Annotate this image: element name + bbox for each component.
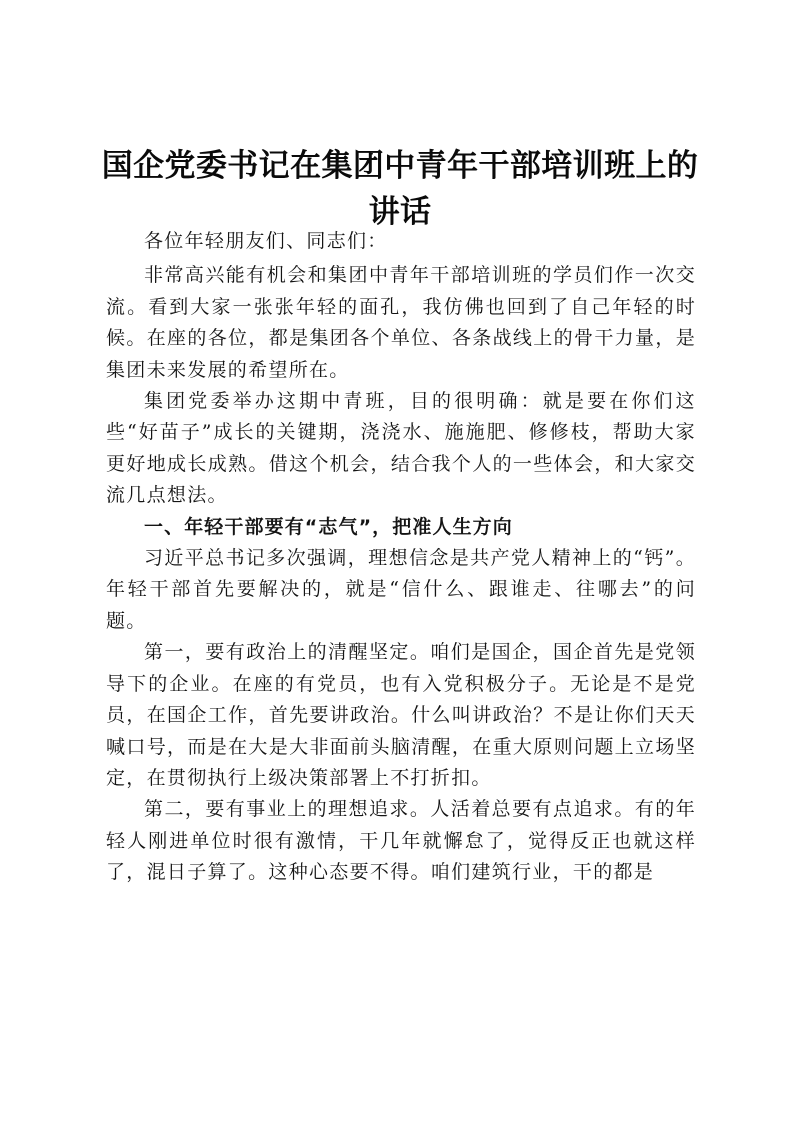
document-title: 国企党委书记在集团中青年干部培训班上的讲话: [101, 148, 699, 230]
body-paragraph: 集团党委举办这期中青班，目的很明确：就是要在你们这些“好苗子”成长的关键期，浇浇水、施施肥、修修枝，帮助大家更好地成长成熟。借这个机会，结合我个人的一些体会，和大家交流几点想法。: [106, 390, 696, 507]
document-body: [106, 226, 696, 889]
body-paragraph: 第一，要有政治上的清醒坚定。咱们是国企，国企首先是党领导下的企业。在座的有党员，也有入党积极分子。无论是不是党员，在国企工作，首先要讲政治。什么叫讲政治？不是让你们天天喊口号，而是在大是大非面前头脑清醒，在重大原则问题上立场坚定，在贯彻执行上级决策部署上不打折扣。: [106, 641, 696, 789]
section-heading: 一、年轻干部要有“志气”，把准人生方向: [144, 515, 513, 538]
body-paragraph: 习近平总书记多次强调，理想信念是共产党人精神上的“钙”。年轻干部首先要解决的，就是“信什么、跟谁走、往哪去”的问题。: [106, 547, 696, 632]
body-paragraph: 非常高兴能有机会和集团中青年干部培训班的学员们作一次交流。看到大家一张张年轻的面孔，我仿佛也回到了自己年轻的时候。在座的各位，都是集团各个单位、各条战线上的骨干力量，是集团未来发展的希望所在。: [106, 264, 696, 381]
salutation-paragraph: 各位年轻朋友们、同志们：: [144, 230, 388, 252]
body-paragraph: 第二，要有事业上的理想追求。人活着总要有点追求。有的年轻人刚进单位时很有激情，干几年就懈怠了，觉得反正也就这样了，混日子算了。这种心态要不得。咱们建筑行业，干的都是: [106, 798, 696, 884]
